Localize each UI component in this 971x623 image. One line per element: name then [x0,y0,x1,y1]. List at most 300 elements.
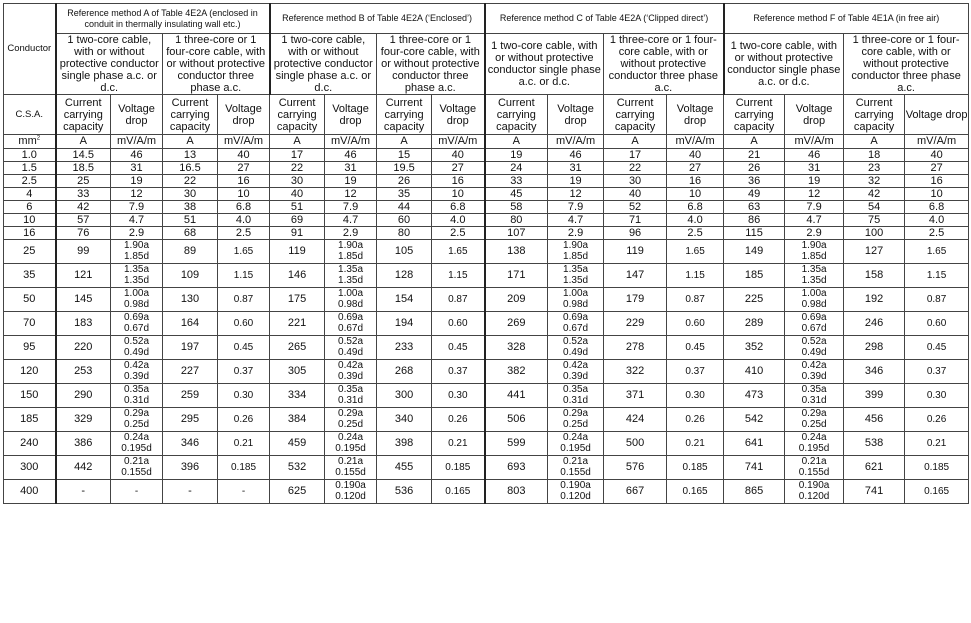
voltage-cell: 0.26 [218,407,270,431]
current-cell: 68 [163,226,218,239]
voltage-drop-header: Voltage drop [218,95,270,135]
current-cell: 382 [485,359,548,383]
voltage-cell: - [111,479,163,503]
csa-cell: 35 [4,263,56,287]
current-cell: 538 [844,431,905,455]
current-cell: 35 [377,187,432,200]
voltage-cell: 1.65 [218,239,270,263]
voltage-cell: 12 [111,187,163,200]
voltage-dc-value: 1.85d [801,251,827,263]
table-row [4,239,969,263]
voltage-cell: 7.9 [111,200,163,213]
config-header-c-single-phase: 1 two-core cable, with or without protective conductor single phase a.c. or d.c. [485,34,604,95]
voltage-dc-value: 0.67d [563,323,589,335]
voltage-cell: 0.26 [667,407,724,431]
voltage-cell: 0.60 [905,311,969,335]
voltage-dc-value: 0.195d [121,443,152,455]
current-cell: 340 [377,407,432,431]
current-cell: 229 [604,311,667,335]
current-cell: 15 [377,148,432,161]
voltage-cell [785,455,844,479]
voltage-dc-value: 0.39d [338,371,364,383]
voltage-dc-value: 0.31d [801,395,827,407]
voltage-dc-value: 1.85d [563,251,589,263]
voltage-ac-value: 0.52a [563,336,589,348]
voltage-cell [111,455,163,479]
method-b-header: Reference method B of Table 4E2A (‘Enclosed’) [270,4,485,34]
voltage-ac-value: 0.52a [801,336,827,348]
voltage-ac-value: 0.35a [338,384,364,396]
voltage-cell: 27 [667,161,724,174]
csa-cell: 150 [4,383,56,407]
current-cell: 30 [604,174,667,187]
table-row [4,200,969,213]
current-cell: 96 [604,226,667,239]
current-cell: 119 [604,239,667,263]
current-cell: 30 [270,174,325,187]
current-cell: 625 [270,479,325,503]
voltage-cell: 40 [432,148,485,161]
current-cell: 442 [56,455,111,479]
voltage-dc-value: 1.35d [801,275,827,287]
voltage-cell: 0.37 [667,359,724,383]
voltage-unit: mV/A/m [111,135,163,148]
voltage-ac-value: 1.90a [123,240,150,252]
voltage-cell: 10 [905,187,969,200]
current-cell: 17 [270,148,325,161]
current-cell: 22 [270,161,325,174]
voltage-drop-header: Voltage drop [111,95,163,135]
voltage-dc-value: 0.98d [801,299,827,311]
csa-cell: 300 [4,455,56,479]
table-row [4,383,969,407]
voltage-dc-value: 0.155d [121,467,152,479]
voltage-cell: 0.60 [667,311,724,335]
table-row [4,174,969,187]
voltage-cell: 4.0 [432,213,485,226]
voltage-dc-value: 0.67d [123,323,150,335]
current-cell: 44 [377,200,432,213]
current-cell: 99 [56,239,111,263]
voltage-cell: 10 [667,187,724,200]
csa-cell: 2.5 [4,174,56,187]
current-cell: 185 [724,263,785,287]
voltage-cell: 19 [548,174,604,187]
current-cell: 147 [604,263,667,287]
voltage-cell [785,263,844,287]
current-cell: 25 [56,174,111,187]
voltage-cell [111,263,163,287]
current-cell: 60 [377,213,432,226]
voltage-ac-value: 1.00a [801,288,827,300]
voltage-ac-value: 1.35a [123,264,150,276]
current-cell: 80 [377,226,432,239]
voltage-ac-value: 0.69a [801,312,827,324]
current-cell: 54 [844,200,905,213]
voltage-cell [325,287,377,311]
current-cell: 278 [604,335,667,359]
current-cell: 91 [270,226,325,239]
table-row [4,263,969,287]
current-cell: 398 [377,431,432,455]
current-cell: 49 [724,187,785,200]
voltage-ac-value: 1.00a [338,288,364,300]
current-cell: 455 [377,455,432,479]
voltage-cell: 7.9 [325,200,377,213]
voltage-cell [548,431,604,455]
voltage-dc-value: 0.49d [338,347,364,359]
current-cell: 23 [844,161,905,174]
current-cell: 16.5 [163,161,218,174]
voltage-ac-value: 1.35a [801,264,827,276]
current-cell: 21 [724,148,785,161]
csa-cell: 70 [4,311,56,335]
current-cell: 424 [604,407,667,431]
voltage-cell [325,479,377,503]
current-cell: 71 [604,213,667,226]
voltage-dc-value: 0.195d [560,443,591,455]
current-capacity-header: Current carrying capacity [377,95,432,135]
voltage-cell: 0.30 [667,383,724,407]
config-header-c-three-phase: 1 three-core or 1 four-core cable, with or without protective conductor three phase a.c. [604,34,724,95]
current-cell: 121 [56,263,111,287]
voltage-dc-value: 0.49d [563,347,589,359]
csa-cell: 16 [4,226,56,239]
current-cell: 18 [844,148,905,161]
voltage-dc-value: 0.98d [123,299,150,311]
current-cell: 459 [270,431,325,455]
current-cell: 69 [270,213,325,226]
current-cell: 410 [724,359,785,383]
voltage-cell: 0.165 [905,479,969,503]
current-cell: 86 [724,213,785,226]
voltage-drop-header: Voltage drop [905,95,969,135]
voltage-ac-value: 0.29a [123,408,150,420]
voltage-ac-value: 0.42a [338,360,364,372]
voltage-cell: 0.26 [905,407,969,431]
current-cell: 542 [724,407,785,431]
voltage-cell: 2.9 [548,226,604,239]
voltage-cell: 40 [218,148,270,161]
voltage-cell: 1.15 [905,263,969,287]
current-cell: 536 [377,479,432,503]
table-row [4,359,969,383]
voltage-cell: 0.185 [432,455,485,479]
voltage-ac-value: 0.35a [563,384,589,396]
current-cell: 138 [485,239,548,263]
table-row [4,213,969,226]
current-cell: 33 [56,187,111,200]
voltage-cell [325,359,377,383]
voltage-cell: 0.45 [218,335,270,359]
voltage-ac-value: 0.29a [801,408,827,420]
voltage-dc-value: 0.25d [563,419,589,431]
voltage-cell: 4.7 [785,213,844,226]
voltage-dc-value: 0.98d [338,299,364,311]
voltage-cell: 0.165 [667,479,724,503]
current-cell: 164 [163,311,218,335]
voltage-cell [785,383,844,407]
voltage-cell: 27 [218,161,270,174]
current-cell: 30 [163,187,218,200]
voltage-ac-value: 0.52a [338,336,364,348]
current-unit: A [724,135,785,148]
voltage-dc-value: 0.155d [560,467,591,479]
current-cell: 45 [485,187,548,200]
current-cell: 130 [163,287,218,311]
voltage-ac-value: 0.69a [563,312,589,324]
voltage-dc-value: 0.25d [338,419,364,431]
voltage-ac-value: 0.35a [801,384,827,396]
voltage-cell: 0.21 [667,431,724,455]
voltage-dc-value: 0.49d [123,347,150,359]
current-cell: 183 [56,311,111,335]
voltage-cell: 6.8 [218,200,270,213]
voltage-dc-value: 0.155d [335,467,366,479]
current-cell: 334 [270,383,325,407]
current-unit: A [270,135,325,148]
voltage-cell: 7.9 [548,200,604,213]
current-cell: 107 [485,226,548,239]
voltage-cell [548,455,604,479]
current-cell: 127 [844,239,905,263]
voltage-drop-header: Voltage drop [548,95,604,135]
config-header-a-single-phase: 1 two-core cable, with or without protective conductor single phase a.c. or d.c. [56,34,163,95]
current-cell: 18.5 [56,161,111,174]
voltage-dc-value: 0.25d [801,419,827,431]
voltage-unit: mV/A/m [218,135,270,148]
voltage-ac-value: 0.21a [123,456,150,468]
method-a-header: Reference method A of Table 4E2A (enclosed in conduit in thermally insulating wall etc.) [56,4,270,34]
csa-unit [4,135,56,148]
config-header-f-three-phase: 1 three-core or 1 four-core cable, with or without protective conductor three phase a.c. [844,34,969,95]
current-cell: 40 [604,187,667,200]
current-cell: 26 [724,161,785,174]
current-cell: 441 [485,383,548,407]
voltage-cell [111,287,163,311]
current-cell: 63 [724,200,785,213]
table-row [4,311,969,335]
voltage-cell: 27 [432,161,485,174]
voltage-cell: 16 [667,174,724,187]
conductor-header: Conductor [4,4,56,95]
csa-header: C.S.A. [4,95,56,135]
voltage-cell: 2.9 [111,226,163,239]
voltage-ac-value: 0.190a [798,480,830,492]
voltage-cell: 4.0 [905,213,969,226]
current-cell: 298 [844,335,905,359]
voltage-cell: 1.65 [667,239,724,263]
current-cell: 295 [163,407,218,431]
current-cell: 179 [604,287,667,311]
csa-cell: 50 [4,287,56,311]
current-cell: 38 [163,200,218,213]
current-cell: 19 [485,148,548,161]
voltage-cell [325,311,377,335]
voltage-cell [548,335,604,359]
voltage-ac-value: 1.00a [123,288,150,300]
voltage-cell [548,311,604,335]
current-cell: 36 [724,174,785,187]
voltage-drop-header: Voltage drop [325,95,377,135]
voltage-dc-value: 0.49d [801,347,827,359]
voltage-cell [325,455,377,479]
config-header-f-single-phase: 1 two-core cable, with or without protective conductor single phase a.c. or d.c. [724,34,844,95]
current-cell: 26 [377,174,432,187]
voltage-cell: 31 [785,161,844,174]
current-cell: 599 [485,431,548,455]
voltage-cell: 0.21 [218,431,270,455]
voltage-cell: 0.45 [432,335,485,359]
voltage-ac-value: 0.24a [563,432,589,444]
voltage-cell [785,239,844,263]
current-cell: 233 [377,335,432,359]
current-cell: 40 [270,187,325,200]
current-cell: 290 [56,383,111,407]
voltage-cell: 1.65 [432,239,485,263]
current-cell: 693 [485,455,548,479]
voltage-dc-value: 0.39d [123,371,150,383]
current-cell: 128 [377,263,432,287]
method-f-header: Reference method F of Table 4E1A (in free air) [724,4,969,34]
voltage-cell: 0.60 [432,311,485,335]
current-unit: A [56,135,111,148]
voltage-cell: 4.7 [111,213,163,226]
voltage-cell [548,359,604,383]
current-cell: 42 [844,187,905,200]
current-capacity-header: Current carrying capacity [604,95,667,135]
csa-unit-superscript: 2 [36,135,41,142]
voltage-dc-value: 0.195d [798,443,830,455]
current-cell: 33 [485,174,548,187]
voltage-dc-value: 1.85d [338,251,364,263]
current-cell: 346 [844,359,905,383]
voltage-cell: 0.185 [667,455,724,479]
voltage-cell [325,263,377,287]
current-cell: 75 [844,213,905,226]
current-capacity-header: Current carrying capacity [270,95,325,135]
voltage-cell: 0.87 [218,287,270,311]
voltage-ac-value: 0.29a [563,408,589,420]
current-cell: 80 [485,213,548,226]
voltage-cell [785,407,844,431]
voltage-drop-header: Voltage drop [432,95,485,135]
voltage-cell: 4.7 [325,213,377,226]
voltage-cell [785,311,844,335]
voltage-cell: 10 [218,187,270,200]
voltage-dc-value: 0.98d [563,299,589,311]
csa-cell: 120 [4,359,56,383]
csa-cell: 1.5 [4,161,56,174]
voltage-cell: 19 [111,174,163,187]
current-cell: 51 [163,213,218,226]
voltage-ac-value: 1.00a [563,288,589,300]
voltage-cell: 0.185 [905,455,969,479]
current-unit: A [485,135,548,148]
voltage-drop-header: Voltage drop [667,95,724,135]
voltage-cell: 0.87 [667,287,724,311]
voltage-cell [785,359,844,383]
voltage-cell: 4.0 [667,213,724,226]
voltage-cell [785,287,844,311]
voltage-cell: 6.8 [432,200,485,213]
current-capacity-header: Current carrying capacity [844,95,905,135]
voltage-cell: 0.45 [667,335,724,359]
voltage-cell: 6.8 [905,200,969,213]
voltage-cell: 2.9 [325,226,377,239]
current-cell: 399 [844,383,905,407]
current-cell: 32 [844,174,905,187]
voltage-cell [111,407,163,431]
voltage-cell: 46 [325,148,377,161]
voltage-unit: mV/A/m [667,135,724,148]
current-cell: 532 [270,455,325,479]
current-unit: A [604,135,667,148]
current-cell: 227 [163,359,218,383]
csa-cell: 1.0 [4,148,56,161]
cable-rating-table [3,3,969,504]
voltage-unit: mV/A/m [905,135,969,148]
current-cell: 268 [377,359,432,383]
voltage-cell: 6.8 [667,200,724,213]
voltage-cell: 2.5 [432,226,485,239]
voltage-ac-value: 0.42a [563,360,589,372]
current-cell: 220 [56,335,111,359]
current-cell: 154 [377,287,432,311]
current-cell: 175 [270,287,325,311]
voltage-ac-value: 0.24a [801,432,827,444]
voltage-cell: 1.65 [905,239,969,263]
voltage-dc-value: 0.31d [338,395,364,407]
current-cell: 149 [724,239,785,263]
voltage-dc-value: 0.39d [801,371,827,383]
current-cell: 322 [604,359,667,383]
voltage-cell: - [218,479,270,503]
voltage-ac-value: 0.52a [123,336,150,348]
csa-cell: 95 [4,335,56,359]
voltage-cell: 12 [548,187,604,200]
table-row [4,455,969,479]
current-cell: 221 [270,311,325,335]
current-cell: 500 [604,431,667,455]
voltage-cell: 27 [905,161,969,174]
voltage-ac-value: 0.21a [563,456,589,468]
current-cell: 89 [163,239,218,263]
voltage-cell: 1.15 [432,263,485,287]
voltage-cell [325,239,377,263]
current-cell: 13 [163,148,218,161]
voltage-dc-value: 1.35d [123,275,150,287]
voltage-cell: 12 [785,187,844,200]
current-cell: 246 [844,311,905,335]
voltage-ac-value: 0.69a [123,312,150,324]
method-c-header: Reference method C of Table 4E2A (‘Clipped direct’) [485,4,724,34]
voltage-dc-value: 0.39d [563,371,589,383]
voltage-cell: 0.37 [905,359,969,383]
voltage-cell [785,335,844,359]
current-cell: 42 [56,200,111,213]
voltage-ac-value: 0.42a [801,360,827,372]
voltage-cell [548,287,604,311]
voltage-cell [548,239,604,263]
csa-cell: 400 [4,479,56,503]
current-cell: 19.5 [377,161,432,174]
current-cell: 396 [163,455,218,479]
voltage-cell: 1.15 [218,263,270,287]
current-cell: 384 [270,407,325,431]
voltage-dc-value: 0.120d [335,491,366,503]
current-cell: 22 [604,161,667,174]
